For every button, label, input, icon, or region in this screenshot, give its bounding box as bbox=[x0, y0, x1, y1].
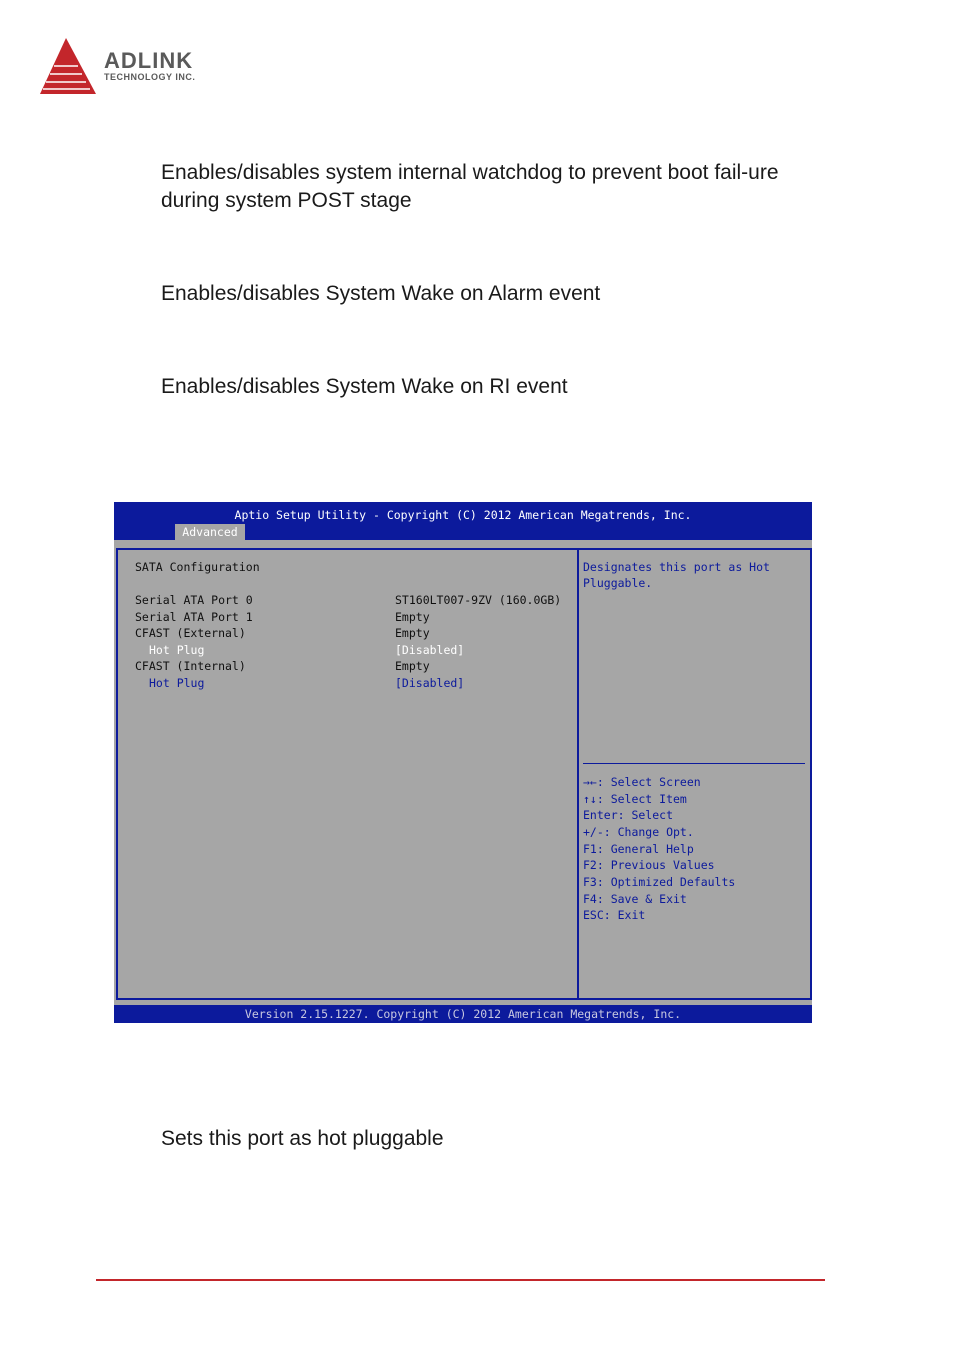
bios-title-bar bbox=[114, 502, 812, 540]
bios-main-panel bbox=[116, 548, 579, 1000]
bios-screen bbox=[114, 502, 812, 1023]
tab-advanced[interactable]: Advanced bbox=[175, 524, 245, 540]
row-value-hot-plug-internal[interactable]: [Disabled] bbox=[395, 676, 465, 690]
row-value-cfast-external: Empty bbox=[395, 626, 430, 640]
row-value-hot-plug-external[interactable]: [Disabled] bbox=[395, 643, 465, 657]
wake-alarm-description: Enables/disables System Wake on Alarm event bbox=[161, 282, 601, 305]
key-hint: +/-: Change Opt. bbox=[583, 825, 694, 839]
logo-subtitle: TECHNOLOGY INC. bbox=[104, 72, 196, 82]
wake-ri-description: Enables/disables System Wake on RI event bbox=[161, 375, 568, 398]
row-label-hot-plug-external[interactable]: Hot Plug bbox=[149, 643, 205, 657]
bios-title: Aptio Setup Utility - Copyright (C) 2012 American Megatrends, Inc. bbox=[234, 508, 692, 522]
logo-brand: ADLINK bbox=[104, 48, 194, 73]
row-label-sata-port-1: Serial ATA Port 1 bbox=[135, 610, 253, 624]
help-text-line: Designates this port as Hot bbox=[583, 560, 770, 574]
key-hint: F2: Previous Values bbox=[583, 858, 715, 872]
key-hint: ↑↓: Select Item bbox=[583, 792, 687, 806]
key-hint: F4: Save & Exit bbox=[583, 892, 687, 906]
key-hint: F1: General Help bbox=[583, 842, 694, 856]
row-label-sata-port-0: Serial ATA Port 0 bbox=[135, 593, 253, 607]
row-label-cfast-internal: CFAST (Internal) bbox=[135, 659, 246, 673]
help-divider bbox=[583, 763, 805, 764]
row-value-cfast-internal: Empty bbox=[395, 659, 430, 673]
help-text-line: Pluggable. bbox=[583, 576, 653, 590]
bios-help-panel bbox=[577, 548, 812, 1000]
key-hint: →←: Select Screen bbox=[583, 775, 701, 789]
section-title: SATA Configuration bbox=[135, 560, 260, 574]
key-hint: ESC: Exit bbox=[583, 908, 646, 922]
bios-footer: Version 2.15.1227. Copyright (C) 2012 American Megatrends, Inc. bbox=[114, 1005, 812, 1023]
watchdog-description: Enables/disables system internal watchdog to prevent boot fail-ure during system POST stage bbox=[161, 161, 779, 212]
hot-plug-description: Sets this port as hot pluggable bbox=[161, 1127, 444, 1150]
footer-rule bbox=[96, 1279, 825, 1281]
key-hint: F3: Optimized Defaults bbox=[583, 875, 736, 889]
key-hint: Enter: Select bbox=[583, 808, 674, 822]
adlink-triangle-icon bbox=[38, 36, 102, 100]
row-value-sata-port-1: Empty bbox=[395, 610, 430, 624]
row-label-cfast-external: CFAST (External) bbox=[135, 626, 246, 640]
adlink-logo bbox=[38, 36, 238, 100]
row-value-sata-port-0: ST160LT007-9ZV (160.0GB) bbox=[395, 593, 562, 607]
row-label-hot-plug-internal[interactable]: Hot Plug bbox=[149, 676, 205, 690]
